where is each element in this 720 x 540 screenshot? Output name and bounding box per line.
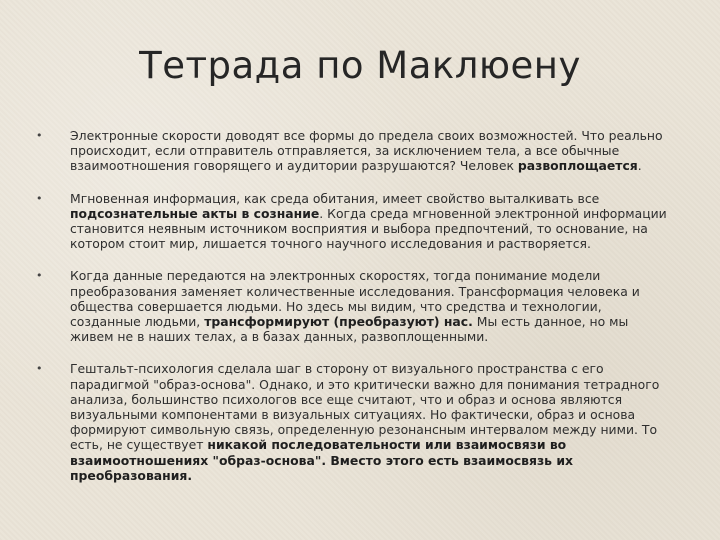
list-item [36, 128, 670, 174]
bold-text-run: развоплощается [517, 158, 638, 174]
list-item [36, 191, 670, 252]
text-run: Мгновенная информация, как среда обитания, имеет свойство выталкивать все [70, 190, 600, 206]
bullet-icon: • [36, 362, 43, 376]
bold-text-run: трансформируют (преобразуют) нас. [204, 314, 473, 330]
text-run: Гештальт-психология сделала шаг в сторону от визуального пространства с его парадигмой "образ-основа". Однако, и это критически важно для понимания тетрадного анализа, большинство психологов все еще считают, что и образ и основа являются визуальными компонентами в визуальных ситуациях. Но фактически, образ и основа формируют символьную связь, определенную резонансным интервалом между ними. То есть, не существует [70, 361, 660, 453]
bold-text-run: подсознательные акты в сознание [70, 205, 320, 221]
text-run: Мы есть данное, но мы живем не в наших телах, а в базах данных, развоплощенными. [70, 314, 629, 345]
list-item [36, 361, 670, 483]
list-item [36, 268, 670, 344]
bullet-icon: • [36, 269, 43, 283]
item-text [70, 128, 663, 173]
bullet-list [36, 128, 670, 483]
bullet-icon: • [36, 129, 43, 142]
slide-title: Тетрада по Маклюену [139, 44, 581, 87]
item-text [70, 361, 659, 482]
text-run: Когда данные передаются на электронных скоростях, тогда понимание модели преобразования заменяет количественные исследования. Трансформация человека и общества совершается людьми. Но здесь мы видим, что средства и технологии, созданные людьми, [70, 268, 640, 330]
text-run: . Когда среда мгновенной электронной информации становится неявным источником восприятия и выбора предпочтений, то основание, на котором стоит мир, лишается точного научного исследования и растворяется. [70, 205, 667, 252]
bullet-icon: • [36, 191, 43, 205]
text-run: Электронные скорости доводят все формы до предела своих возможностей. Что реально происходит, если отправитель отправляется, за исключением тела, а все обычные взаимоотношения говорящего и аудитории разрушаются? Человек [70, 128, 663, 174]
item-text [70, 268, 640, 344]
bold-text-run: никакой последовательности или взаимосвязи во взаимоотношениях "образ-основа". Вместо этого есть взаимосвязь их преобразования. [70, 437, 573, 483]
text-run: . [637, 158, 642, 174]
item-text [70, 191, 667, 252]
